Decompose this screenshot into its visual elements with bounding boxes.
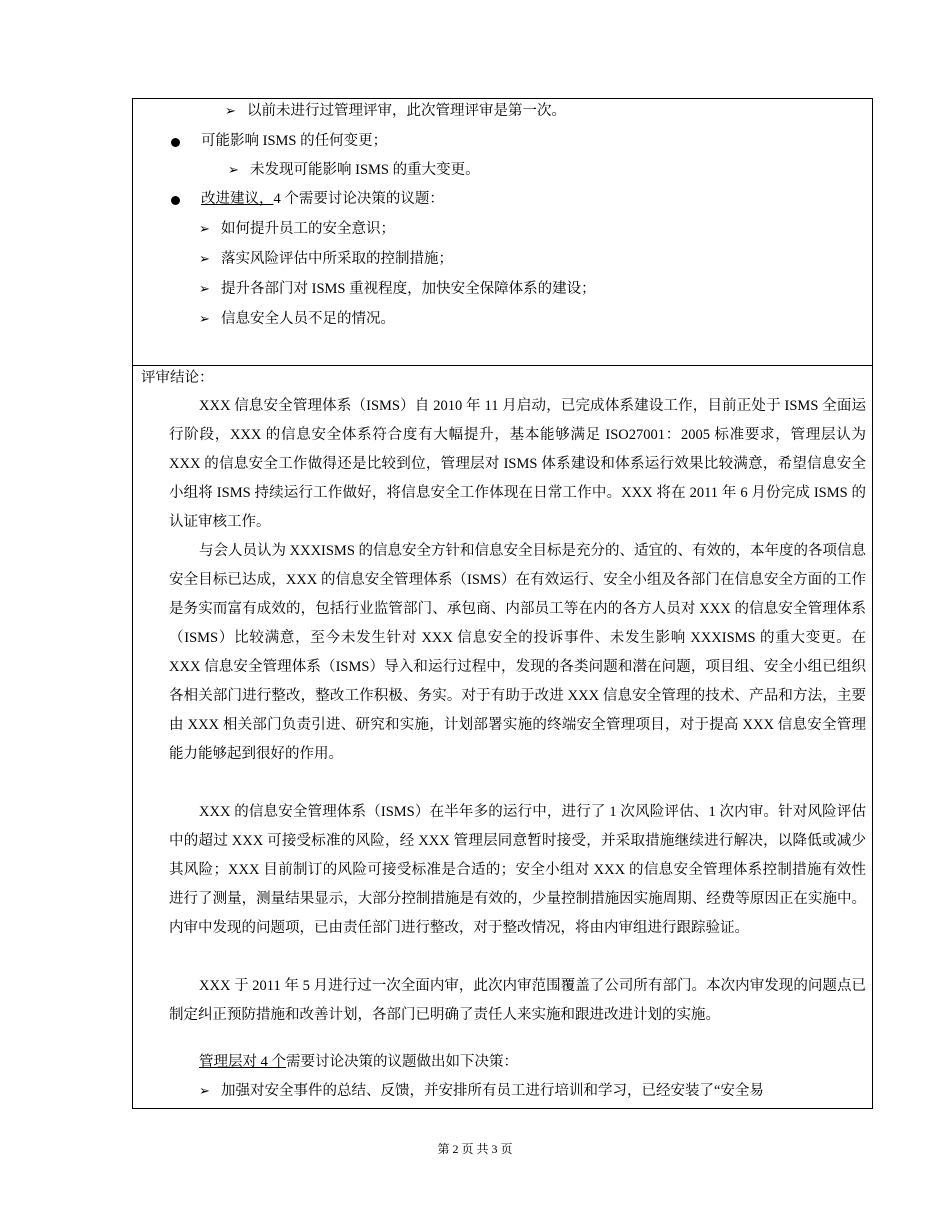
list-item: ➢ 落实风险评估中所采取的控制措施； xyxy=(199,249,453,270)
paragraph-2: 与会人员认为 XXXISMS 的信息安全方针和信息安全目标是充分的、适宜的、有效的，本年度的各项信息安全目标已达成，XXX 的信息安全管理体系（ISMS）在有效运行、安全小组及各部门在信息安全方面的工作是务实而富有成效的，包括行业监管部门、承包商、内部员工等在内的各方人员对 XXX 的信息安全管理体系（ISMS）比较满意，至今未发生针对 XXX 信息安全的投诉事件、未发生影响 XXXISMS 的重大变更。在 XXX 信息安全管理体系（ISMS）导入和运行过程中，发现的各类问题和潜在问题，项目组、安全小组已组织各相关部门进行整改，整改工作积极、务实。对于有助于改进 XXX 信息安全管理的技术、产品和方法，主要由 XXX 相关部门负责引进、研究和实施，计划部署实施的终端安全管理项目，对于提高 XXX 信息安全管理能力能够起到很好的作用。 xyxy=(169,543,867,762)
decision-item: ➢ 加强对安全事件的总结、反馈，并安排所有员工进行培训和学习，已经安装了“安全易 xyxy=(199,1081,764,1102)
arrow-icon: ➢ xyxy=(199,222,210,237)
review-conclusion-cell xyxy=(133,366,872,1108)
bullet-icon xyxy=(171,138,180,147)
review-heading: 评审结论： xyxy=(141,370,214,386)
paragraph-3: XXX 的信息安全管理体系（ISMS）在半年多的运行中，进行了 1 次风险评估、1 次内审。针对风险评估中的超过 XXX 可接受标准的风险，经 XXX 管理层同意暂时接受，并采取措施继续进行解决，以降低或减少其风险；XXX 目前制订的风险可接受标准是合适的；安全小组对 XXX 的信息安全管理体系控制措施有效性进行了测量，测量结果显示，大部分控制措施是有效的，少量控制措施因实施周期、经费等原因正在实施中。内审中发现的问题项，已由责任部门进行整改，对于整改情况，将由内审组进行跟踪验证。 xyxy=(169,804,866,936)
paragraph-1: XXX 信息安全管理体系（ISMS）自 2010 年 11 月启动，已完成体系建设工作，目前正处于 ISMS 全面运行阶段，XXX 的信息安全体系符合度有大幅提升，基本能够满足 ISO27001：2005 标准要求，管理层认为 XXX 的信息安全工作做得还是比较到位，管理层对 ISMS 体系建设和体系运行效果比较满意，希望信息安全小组将 ISMS 持续运行工作做好，将信息安全工作体现在日常工作中。XXX 将在 2011 年 6 月份完成 ISMS 的认证审核工作。 xyxy=(169,398,866,530)
arrow-icon: ➢ xyxy=(199,282,210,297)
arrow-icon: ➢ xyxy=(199,1084,210,1099)
decision-heading: 管理层对 4 个需要讨论决策的议题做出如下决策： xyxy=(199,1054,518,1070)
list-item: ➢ 如何提升员工的安全意识； xyxy=(199,219,395,240)
bullet-item: 可能影响 ISMS 的任何变更； xyxy=(201,133,388,149)
paragraph-4: XXX 于 2011 年 5 月进行过一次全面内审，此次内审范围覆盖了公司所有部门。本次内审发现的问题点已制定纠正预防措施和改善计划，各部门已明确了责任人来实施和跟进改进计划的实施。 xyxy=(169,978,866,1023)
arrow-icon: ➢ xyxy=(199,312,210,327)
page-footer: 第 2 页 共 3 页 xyxy=(437,1142,513,1156)
list-item: ➢ 提升各部门对 ISMS 重视程度，加快安全保障体系的建设； xyxy=(199,279,596,300)
arrow-icon: ➢ xyxy=(225,104,236,119)
document-table xyxy=(132,98,873,1109)
list-item: ➢ 信息安全人员不足的情况。 xyxy=(199,309,395,330)
arrow-icon: ➢ xyxy=(199,252,210,267)
bullet-icon xyxy=(171,196,180,205)
arrow-icon: ➢ xyxy=(228,163,239,178)
sub-item: ➢ 未发现可能影响 ISMS 的重大变更。 xyxy=(228,160,480,181)
bullet-item: 改进建议，4 个需要讨论决策的议题： xyxy=(201,191,444,207)
improvement-cell xyxy=(133,99,872,366)
sub-item: ➢ 以前未进行过管理评审，此次管理评审是第一次。 xyxy=(225,101,566,122)
